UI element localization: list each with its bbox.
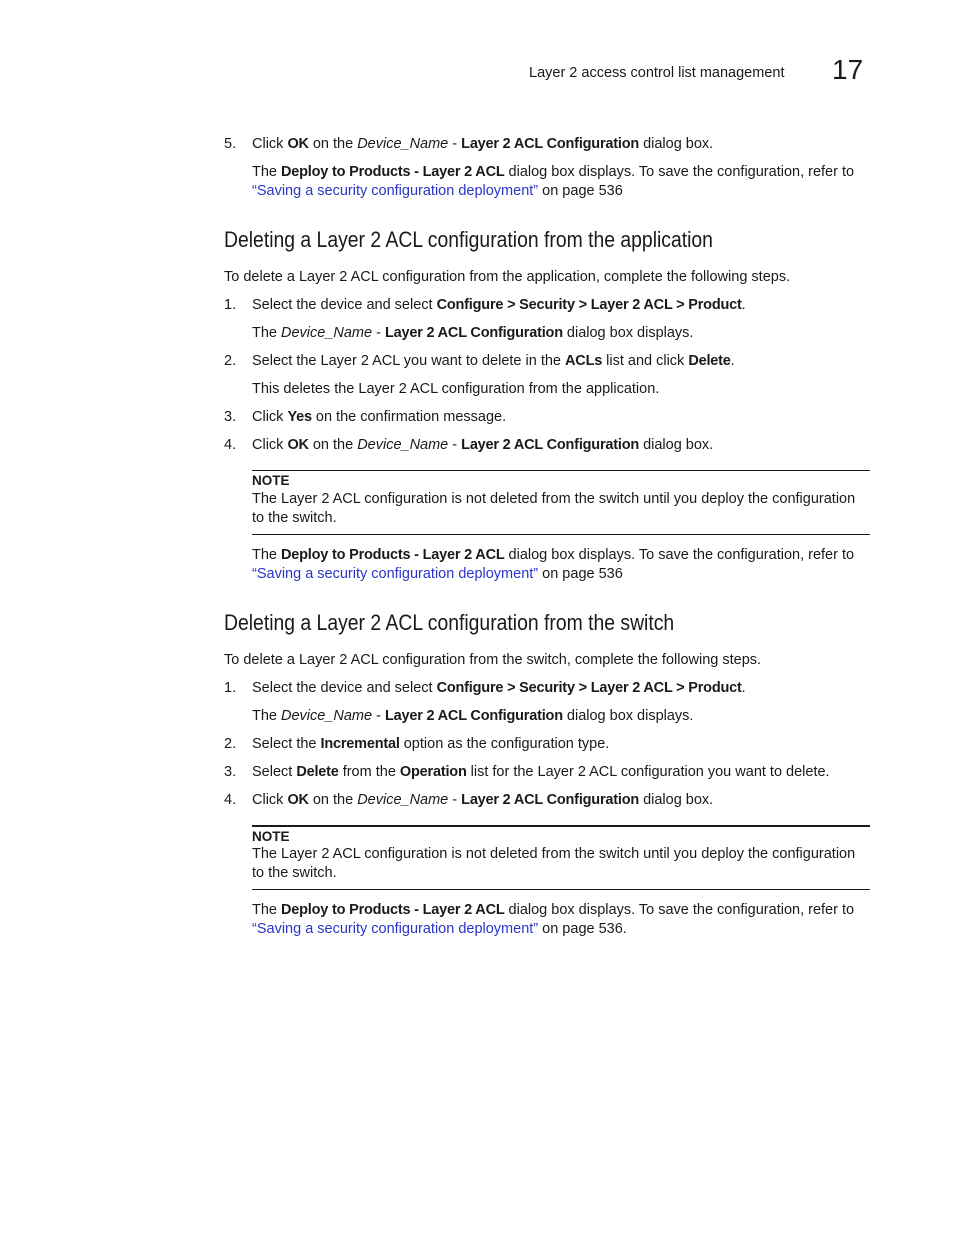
- step-subtext: The Device_Name - Layer 2 ACL Configuration dialog box displays.: [252, 325, 694, 341]
- step-subtext: This deletes the Layer 2 ACL configuration from the application.: [252, 381, 660, 397]
- step-text: Click Yes on the confirmation message.: [252, 409, 507, 425]
- step-text: Select Delete from the Operation list for the Layer 2 ACL configuration you want to delete.: [252, 764, 830, 780]
- intro-text: To delete a Layer 2 ACL configuration from the switch, complete the following steps.: [224, 652, 762, 668]
- step-number: 4.: [224, 792, 237, 808]
- note-text: The Layer 2 ACL configuration is not deleted from the switch until you deploy the configuration: [252, 846, 856, 862]
- step-number: 2.: [224, 736, 237, 752]
- note-label: NOTE: [252, 473, 290, 488]
- step-number: 4.: [224, 437, 237, 453]
- chapter-number: 17: [832, 54, 864, 85]
- step-text: Click OK on the Device_Name - Layer 2 ACL Configuration dialog box.: [252, 136, 714, 152]
- step-number: 5.: [224, 136, 237, 152]
- intro-text: To delete a Layer 2 ACL configuration from the application, complete the following steps.: [224, 269, 791, 285]
- step-text: Select the Incremental option as the configuration type.: [252, 736, 610, 752]
- paragraph-cont: “Saving a security configuration deployment” on page 536: [252, 566, 623, 582]
- note-text: to the switch.: [252, 865, 337, 881]
- section-heading: Deleting a Layer 2 ACL configuration from the switch: [224, 610, 675, 635]
- note-bottom-rule: [252, 889, 870, 890]
- step-text: Select the device and select Configure > Security > Layer 2 ACL > Product.: [252, 680, 746, 696]
- step-number: 1.: [224, 297, 237, 313]
- note-text: The Layer 2 ACL configuration is not deleted from the switch until you deploy the configuration: [252, 491, 856, 507]
- xref-link[interactable]: “Saving a security configuration deployment”: [252, 566, 539, 582]
- paragraph: The Deploy to Products - Layer 2 ACL dialog box displays. To save the configuration, refer to: [252, 547, 855, 563]
- step-number: 3.: [224, 764, 237, 780]
- note-text: to the switch.: [252, 510, 337, 526]
- paragraph-cont: “Saving a security configuration deployment” on page 536: [252, 183, 623, 199]
- step-text: Select the Layer 2 ACL you want to delete in the ACLs list and click Delete.: [252, 353, 735, 369]
- step-number: 2.: [224, 353, 237, 369]
- xref-link[interactable]: “Saving a security configuration deployment”: [252, 921, 539, 937]
- step-text: Click OK on the Device_Name - Layer 2 ACL Configuration dialog box.: [252, 437, 714, 453]
- xref-link[interactable]: “Saving a security configuration deployment”: [252, 183, 539, 199]
- note-bottom-rule: [252, 534, 870, 535]
- paragraph: The Deploy to Products - Layer 2 ACL dialog box displays. To save the configuration, refer to: [252, 902, 855, 918]
- running-header: Layer 2 access control list management: [529, 65, 785, 81]
- step-number: 3.: [224, 409, 237, 425]
- section-heading: Deleting a Layer 2 ACL configuration from the application: [224, 227, 713, 252]
- step-text: Select the device and select Configure > Security > Layer 2 ACL > Product.: [252, 297, 746, 313]
- paragraph: The Deploy to Products - Layer 2 ACL dialog box displays. To save the configuration, refer to: [252, 164, 855, 180]
- note-top-rule: [252, 825, 870, 827]
- step-text: Click OK on the Device_Name - Layer 2 ACL Configuration dialog box.: [252, 792, 714, 808]
- note-top-rule: [252, 470, 870, 471]
- step-subtext: The Device_Name - Layer 2 ACL Configuration dialog box displays.: [252, 708, 694, 724]
- note-label: NOTE: [252, 829, 290, 844]
- step-number: 1.: [224, 680, 237, 696]
- paragraph-cont: “Saving a security configuration deployment” on page 536.: [252, 921, 627, 937]
